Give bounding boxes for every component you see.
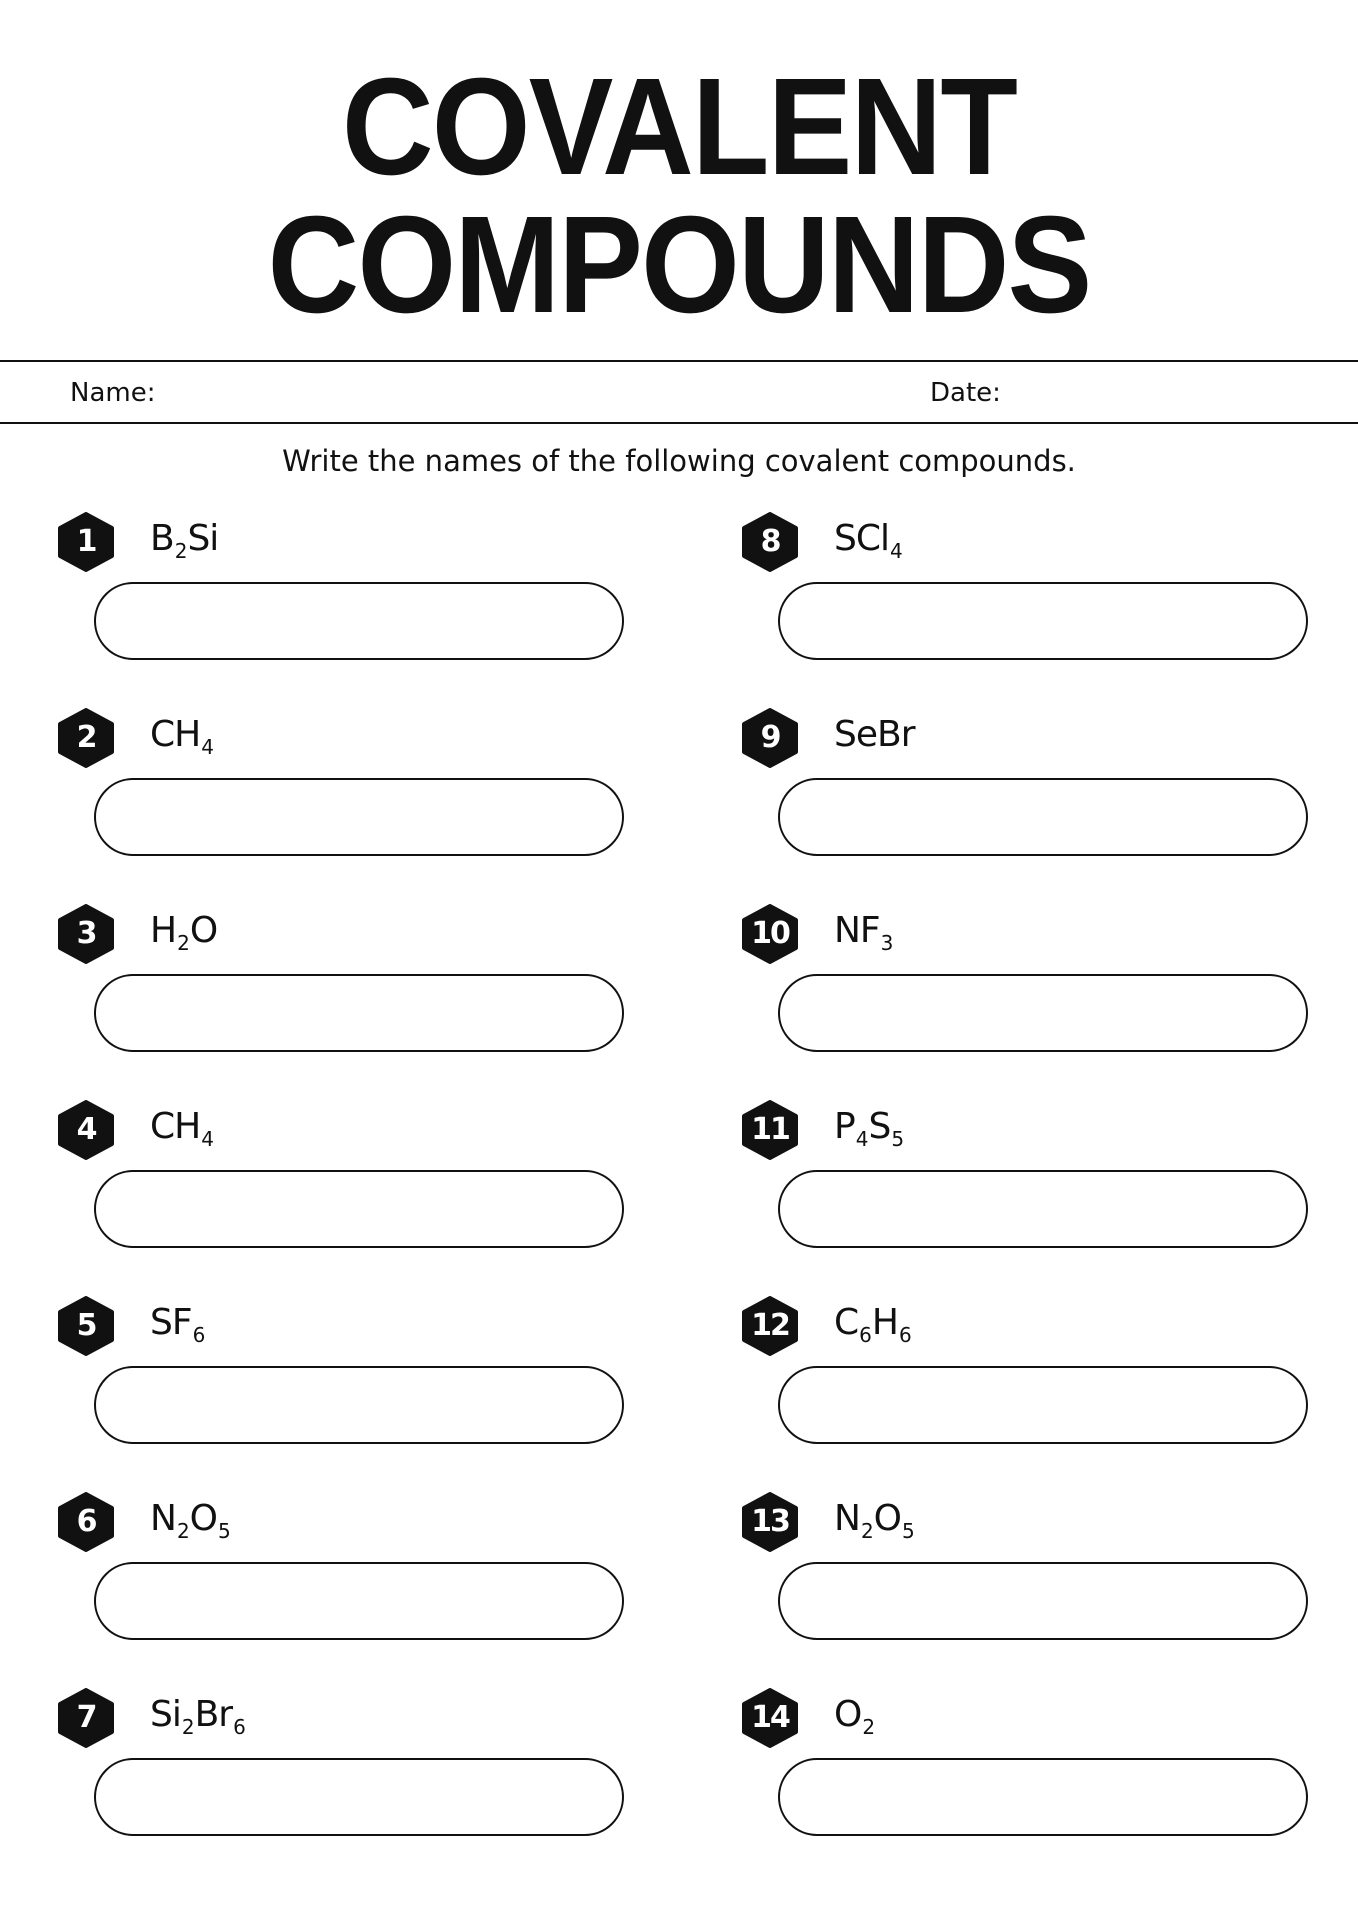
exercise-number: 12	[751, 1308, 789, 1343]
exercise-item	[56, 904, 606, 1064]
hexagon-number-badge	[56, 708, 116, 768]
formula-subscript: 2	[181, 1715, 194, 1739]
hexagon-number-badge	[740, 904, 800, 964]
answer-box[interactable]	[778, 1758, 1308, 1836]
formula-subscript: 2	[177, 931, 189, 955]
answer-box[interactable]	[778, 778, 1308, 856]
chemical-formula	[834, 1302, 912, 1347]
answer-box[interactable]	[94, 1366, 624, 1444]
exercise-number: 7	[76, 1700, 96, 1735]
exercise-number: 13	[751, 1504, 789, 1539]
chemical-formula	[150, 910, 217, 955]
formula-symbol: O	[873, 1498, 902, 1539]
exercise-number: 10	[751, 916, 789, 951]
exercise-item	[740, 1492, 1290, 1652]
exercise-number: 11	[751, 1112, 789, 1147]
formula-symbol: SCl	[834, 518, 889, 559]
formula-subscript: 5	[218, 1519, 230, 1543]
hexagon-number-badge	[56, 1492, 116, 1552]
formula-symbol: O	[189, 1498, 218, 1539]
formula-subscript: 5	[902, 1519, 914, 1543]
hexagon-number-badge	[740, 1688, 800, 1748]
formula-symbol: O	[189, 910, 218, 951]
exercise-item	[56, 512, 606, 672]
formula-subscript: 4	[855, 1127, 868, 1151]
exercise-number: 9	[760, 720, 780, 755]
exercise-item	[740, 1100, 1290, 1260]
hexagon-number-badge	[56, 1296, 116, 1356]
exercise-number: 2	[76, 720, 96, 755]
exercise-item	[740, 1688, 1290, 1848]
worksheet-title-line-1: COVALENT	[341, 50, 1017, 204]
formula-symbol: B	[150, 518, 174, 559]
chemical-formula	[834, 518, 903, 563]
answer-box[interactable]	[94, 1758, 624, 1836]
formula-subscript: 2	[860, 1519, 873, 1543]
formula-subscript: 6	[233, 1715, 245, 1739]
formula-subscript: 6	[192, 1323, 205, 1347]
answer-box[interactable]	[778, 1366, 1308, 1444]
name-label: Name:	[70, 378, 156, 408]
formula-symbol: SeBr	[834, 714, 915, 755]
formula-symbol: H	[871, 1302, 898, 1343]
formula-symbol: Si	[150, 1694, 181, 1735]
exercise-item	[740, 708, 1290, 868]
chemical-formula	[150, 1498, 231, 1543]
formula-subscript: 4	[201, 1127, 213, 1151]
formula-symbol: NF	[834, 910, 880, 951]
answer-box[interactable]	[94, 778, 624, 856]
answer-box[interactable]	[94, 582, 624, 660]
formula-subscript: 2	[176, 1519, 189, 1543]
date-label: Date:	[930, 378, 1001, 408]
exercise-number: 4	[76, 1112, 96, 1147]
answer-box[interactable]	[778, 974, 1308, 1052]
formula-symbol: N	[150, 1498, 176, 1539]
exercise-number: 14	[751, 1700, 789, 1735]
hexagon-number-badge	[740, 512, 800, 572]
chemical-formula	[150, 714, 214, 759]
hexagon-number-badge	[56, 1688, 116, 1748]
formula-subscript: 3	[880, 931, 893, 955]
exercise-number: 1	[76, 524, 96, 559]
formula-subscript: 6	[859, 1323, 871, 1347]
exercise-item	[56, 1492, 606, 1652]
exercise-item	[740, 512, 1290, 672]
answer-box[interactable]	[778, 582, 1308, 660]
formula-subscript: 2	[174, 539, 187, 563]
formula-symbol: Br	[194, 1694, 233, 1735]
header-bottom-rule	[0, 422, 1358, 424]
hexagon-number-badge	[740, 1296, 800, 1356]
formula-symbol: O	[834, 1694, 862, 1735]
formula-symbol: P	[834, 1106, 855, 1147]
answer-box[interactable]	[94, 974, 624, 1052]
instructions-text: Write the names of the following covalent compounds.	[282, 444, 1076, 478]
formula-subscript: 6	[898, 1323, 911, 1347]
answer-box[interactable]	[94, 1562, 624, 1640]
formula-symbol: H	[150, 910, 177, 951]
formula-subscript: 2	[862, 1715, 875, 1739]
hexagon-number-badge	[56, 1100, 116, 1160]
exercise-number: 5	[76, 1308, 96, 1343]
chemical-formula	[150, 518, 218, 563]
answer-box[interactable]	[778, 1170, 1308, 1248]
exercise-item	[56, 1688, 606, 1848]
exercise-item	[56, 1296, 606, 1456]
formula-symbol: C	[834, 1302, 859, 1343]
chemical-formula	[150, 1302, 205, 1347]
formula-subscript: 4	[201, 735, 213, 759]
formula-symbol: CH	[150, 714, 201, 755]
chemical-formula	[834, 1106, 904, 1151]
answer-box[interactable]	[94, 1170, 624, 1248]
exercise-item	[56, 1100, 606, 1260]
formula-subscript: 5	[891, 1127, 904, 1151]
exercise-item	[56, 708, 606, 868]
exercise-item	[740, 1296, 1290, 1456]
exercise-number: 8	[760, 524, 780, 559]
worksheet-title-line-2: COMPOUNDS	[267, 188, 1091, 342]
chemical-formula	[834, 714, 915, 755]
hexagon-number-badge	[740, 1100, 800, 1160]
answer-box[interactable]	[778, 1562, 1308, 1640]
header-top-rule	[0, 360, 1358, 362]
formula-symbol: CH	[150, 1106, 201, 1147]
formula-symbol: S	[868, 1106, 891, 1147]
formula-symbol: Si	[187, 518, 219, 559]
hexagon-number-badge	[56, 512, 116, 572]
chemical-formula	[834, 1694, 875, 1739]
chemical-formula	[150, 1694, 246, 1739]
exercise-number: 3	[76, 916, 96, 951]
chemical-formula	[150, 1106, 214, 1151]
hexagon-number-badge	[740, 1492, 800, 1552]
formula-symbol: N	[834, 1498, 860, 1539]
chemical-formula	[834, 1498, 915, 1543]
chemical-formula	[834, 910, 893, 955]
formula-subscript: 4	[890, 539, 902, 563]
formula-symbol: SF	[150, 1302, 192, 1343]
hexagon-number-badge	[56, 904, 116, 964]
hexagon-number-badge	[740, 708, 800, 768]
exercise-number: 6	[76, 1504, 96, 1539]
exercise-item	[740, 904, 1290, 1064]
